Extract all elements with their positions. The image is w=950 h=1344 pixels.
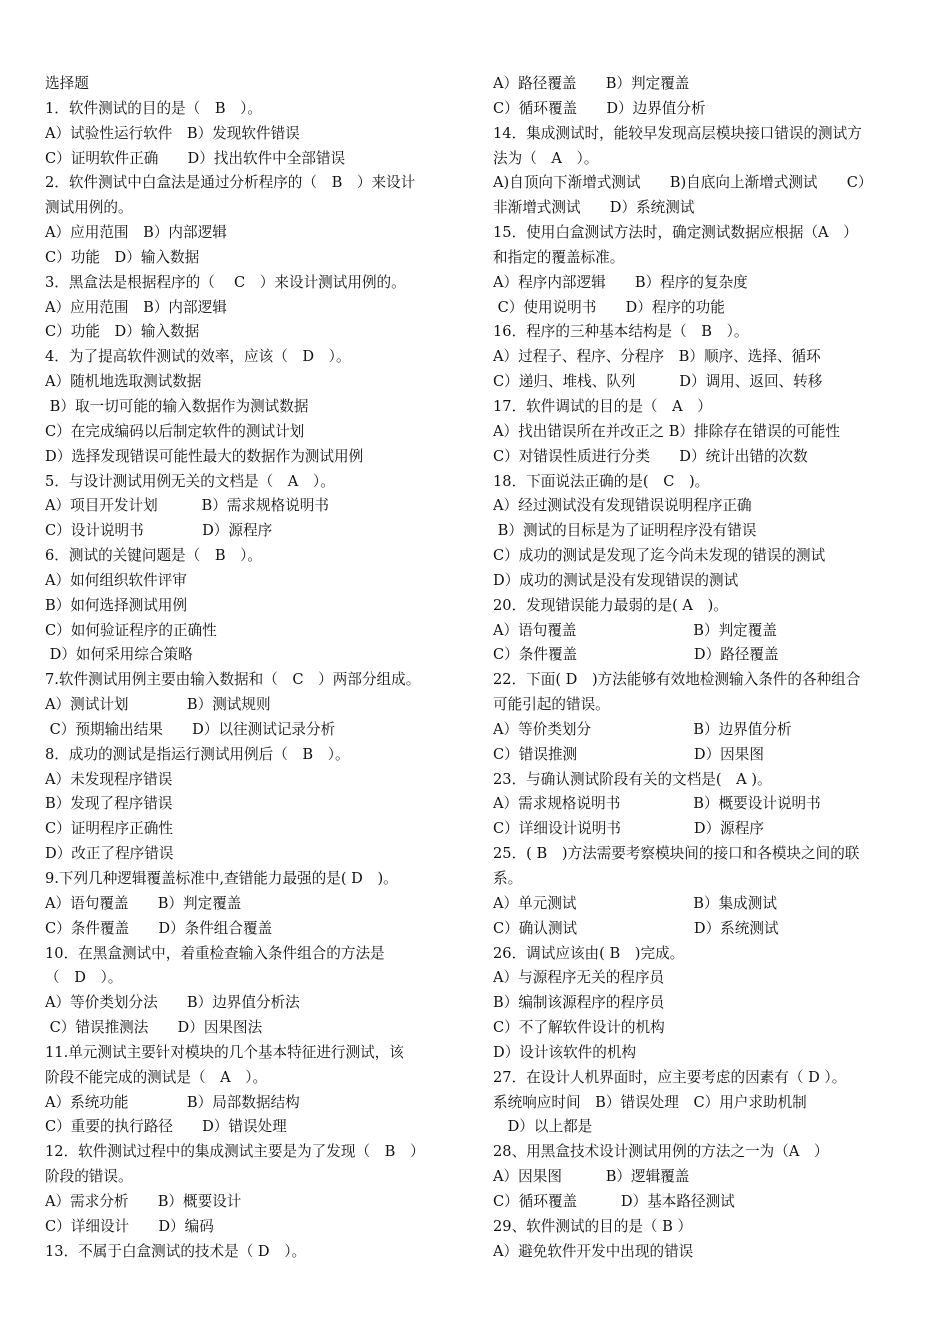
text-line: 系。 — [493, 870, 523, 887]
text-line: C）对错误性质进行分类 D）统计出错的次数 — [493, 447, 808, 465]
text-line: 28、用黑盒技术设计测试用例的方法之一为（A ） — [493, 1143, 829, 1161]
text-line: C）循环覆盖 D）边界值分析 — [493, 99, 706, 117]
text-line: 18．下面说法正确的是( C )。 — [493, 472, 710, 490]
text-line: 7.软件测试用例主要由输入数据和（ C ）两部分组成。 — [45, 671, 421, 689]
text-line: C）确认测试 D）系统测试 — [493, 919, 779, 937]
text-line: 12．软件测试过程中的集成测试主要是为了发现（ B ） — [45, 1143, 425, 1161]
text-line: 27．在设计人机界面时，应主要考虑的因素有（ D ）。 — [493, 1068, 847, 1086]
text-line: 5．与设计测试用例无关的文档是（ A ）。 — [45, 472, 335, 490]
text-line: D）改正了程序错误 — [45, 845, 174, 863]
text-line: 3．黑盒法是根据程序的（ C ）来设计测试用例的。 — [45, 273, 406, 291]
text-line: 26．调试应该由( B )完成。 — [493, 944, 685, 962]
text-line: B）取一切可能的输入数据作为测试数据 — [45, 397, 309, 415]
text-line: B）编制该源程序的程序员 — [493, 994, 665, 1012]
text-line: 测试用例的。 — [45, 199, 133, 217]
text-line: D）如何采用综合策略 — [45, 646, 193, 664]
text-line: C）功能 D）输入数据 — [45, 248, 200, 266]
text-line: 15．使用白盒测试方法时，确定测试数据应根据（A ） — [493, 224, 858, 242]
text-line: 23．与确认测试阶段有关的文档是( A )。 — [493, 770, 772, 788]
text-line: A）应用范围 B）内部逻辑 — [45, 298, 227, 316]
text-line: C）成功的测试是发现了迄今尚未发现的错误的测试 — [493, 547, 826, 565]
right-column — [493, 72, 913, 1265]
text-line: 13．不属于白盒测试的技术是（ D ）。 — [45, 1242, 307, 1260]
text-line: C）重要的执行路径 D）错误处理 — [45, 1118, 287, 1136]
text-line: C）预期输出结果 D）以往测试记录分析 — [45, 720, 336, 738]
text-line: 选择题 — [45, 75, 89, 92]
text-line: （ D ）。 — [45, 969, 123, 987]
text-line: C）错误推测 D）因果图 — [493, 745, 764, 763]
text-line: C）使用说明书 D）程序的功能 — [493, 298, 725, 316]
text-line: A）语句覆盖 B）判定覆盖 — [45, 894, 242, 912]
text-line: C）证明软件正确 D）找出软件中全部错误 — [45, 149, 346, 167]
text-line: 20．发现错误能力最弱的是( A )。 — [493, 596, 728, 614]
text-line: A）与源程序无关的程序员 — [493, 969, 665, 987]
text-line: B）测试的目标是为了证明程序没有错误 — [493, 522, 757, 540]
text-line: D）成功的测试是没有发现错误的测试 — [493, 571, 739, 589]
text-line: A）程序内部逻辑 B）程序的复杂度 — [493, 273, 748, 291]
text-line: 阶段的错误。 — [45, 1168, 133, 1186]
text-line: D）以上都是 — [493, 1118, 593, 1136]
text-line: A）测试计划 B）测试规则 — [45, 696, 271, 714]
text-line: C）条件覆盖 D）条件组合覆盖 — [45, 919, 273, 937]
text-line: A）需求分析 B）概要设计 — [45, 1192, 242, 1210]
text-line: A）单元测试 B）集成测试 — [493, 894, 777, 912]
text-line: 6．测试的关键问题是（ B ）。 — [45, 547, 263, 565]
text-line: C）不了解软件设计的机构 — [493, 1019, 665, 1037]
text-line: 法为（ A ）。 — [493, 149, 599, 167]
text-line: 2．软件测试中白盒法是通过分析程序的（ B ）来设计 — [45, 174, 416, 192]
text-line: 阶段不能完成的测试是（ A ）。 — [45, 1068, 268, 1086]
text-line: 17．软件调试的目的是（ A ） — [493, 397, 712, 415]
text-line: C）证明程序正确性 — [45, 820, 173, 838]
text-line: C）错误推测法 D）因果图法 — [45, 1019, 263, 1037]
text-line: 4．为了提高软件测试的效率，应该（ D ）。 — [45, 348, 351, 366]
text-line: A）如何组织软件评审 — [45, 571, 187, 589]
text-line: 22．下面( D )方法能够有效地检测输入条件的各种组合 — [493, 671, 861, 689]
text-line: A）需求规格说明书 B）概要设计说明书 — [493, 795, 821, 813]
text-line: C）详细设计说明书 D）源程序 — [493, 820, 764, 838]
text-line: 25．( B )方法需要考察模块间的接口和各模块之间的联 — [493, 845, 860, 863]
text-line: A）项目开发计划 B）需求规格说明书 — [45, 497, 329, 515]
text-line: 14．集成测试时，能较早发现高层模块接口错误的测试方 — [493, 124, 862, 142]
text-line: B）发现了程序错误 — [45, 795, 173, 813]
text-line: A)自顶向下渐增式测试 B)自底向上渐增式测试 C） — [493, 174, 873, 192]
text-line: A）因果图 B）逻辑覆盖 — [493, 1168, 690, 1186]
text-line: A）等价类划分 B）边界值分析 — [493, 720, 792, 738]
text-line: A）随机地选取测试数据 — [45, 373, 202, 391]
text-line: A）路径覆盖 B）判定覆盖 — [493, 75, 690, 92]
text-line: 可能引起的错误。 — [493, 696, 610, 714]
text-line: 8．成功的测试是指运行测试用例后（ B ）。 — [45, 745, 350, 763]
text-line: C）功能 D）输入数据 — [45, 323, 200, 341]
text-line: D）设计该软件的机构 — [493, 1043, 637, 1061]
text-line: D）选择发现错误可能性最大的数据作为测试用例 — [45, 447, 364, 465]
text-line: C）详细设计 D）编码 — [45, 1217, 214, 1235]
text-line: B）如何选择测试用例 — [45, 596, 188, 614]
text-line: A）经过测试没有发现错误说明程序正确 — [493, 497, 752, 515]
left-column — [45, 72, 470, 1265]
text-line: 10．在黑盒测试中，着重检查输入条件组合的方法是 — [45, 944, 385, 962]
text-line: A）等价类划分法 B）边界值分析法 — [45, 994, 300, 1012]
text-line: 非渐增式测试 D）系统测试 — [493, 199, 695, 217]
text-line: A）未发现程序错误 — [45, 770, 173, 788]
text-line: C）条件覆盖 D）路径覆盖 — [493, 646, 779, 664]
text-line: 11.单元测试主要针对模块的几个基本特征进行测试，该 — [45, 1043, 404, 1061]
text-line: A）系统功能 B）局部数据结构 — [45, 1093, 300, 1111]
text-line: 29、软件测试的目的是（ B ） — [493, 1217, 693, 1235]
text-line: C）循环覆盖 D）基本路径测试 — [493, 1192, 735, 1210]
text-line: A）应用范围 B）内部逻辑 — [45, 224, 227, 242]
text-line: 16．程序的三种基本结构是（ B ）。 — [493, 323, 749, 341]
text-line: A）避免软件开发中出现的错误 — [493, 1242, 694, 1260]
text-line: C）设计说明书 D）源程序 — [45, 522, 273, 540]
text-line: C）递归、堆栈、队列 D）调用、返回、转移 — [493, 373, 823, 391]
text-line: C）在完成编码以后制定软件的测试计划 — [45, 422, 305, 440]
text-line: A）试验性运行软件 B）发现软件错误 — [45, 124, 300, 142]
text-line: A）找出错误所在并改正之 B）排除存在错误的可能性 — [493, 422, 840, 440]
text-line: 系统响应时间 B）错误处理 C）用户求助机制 — [493, 1093, 807, 1111]
text-line: A）语句覆盖 B）判定覆盖 — [493, 621, 777, 639]
text-line: 1．软件测试的目的是（ B ）。 — [45, 99, 263, 117]
text-line: 和指定的覆盖标准。 — [493, 248, 625, 266]
text-line: A）过程子、程序、分程序 B）顺序、选择、循环 — [493, 348, 821, 366]
text-line: 9.下列几种逻辑覆盖标准中,查错能力最强的是( D )。 — [45, 870, 398, 887]
text-line: C）如何验证程序的正确性 — [45, 621, 217, 639]
